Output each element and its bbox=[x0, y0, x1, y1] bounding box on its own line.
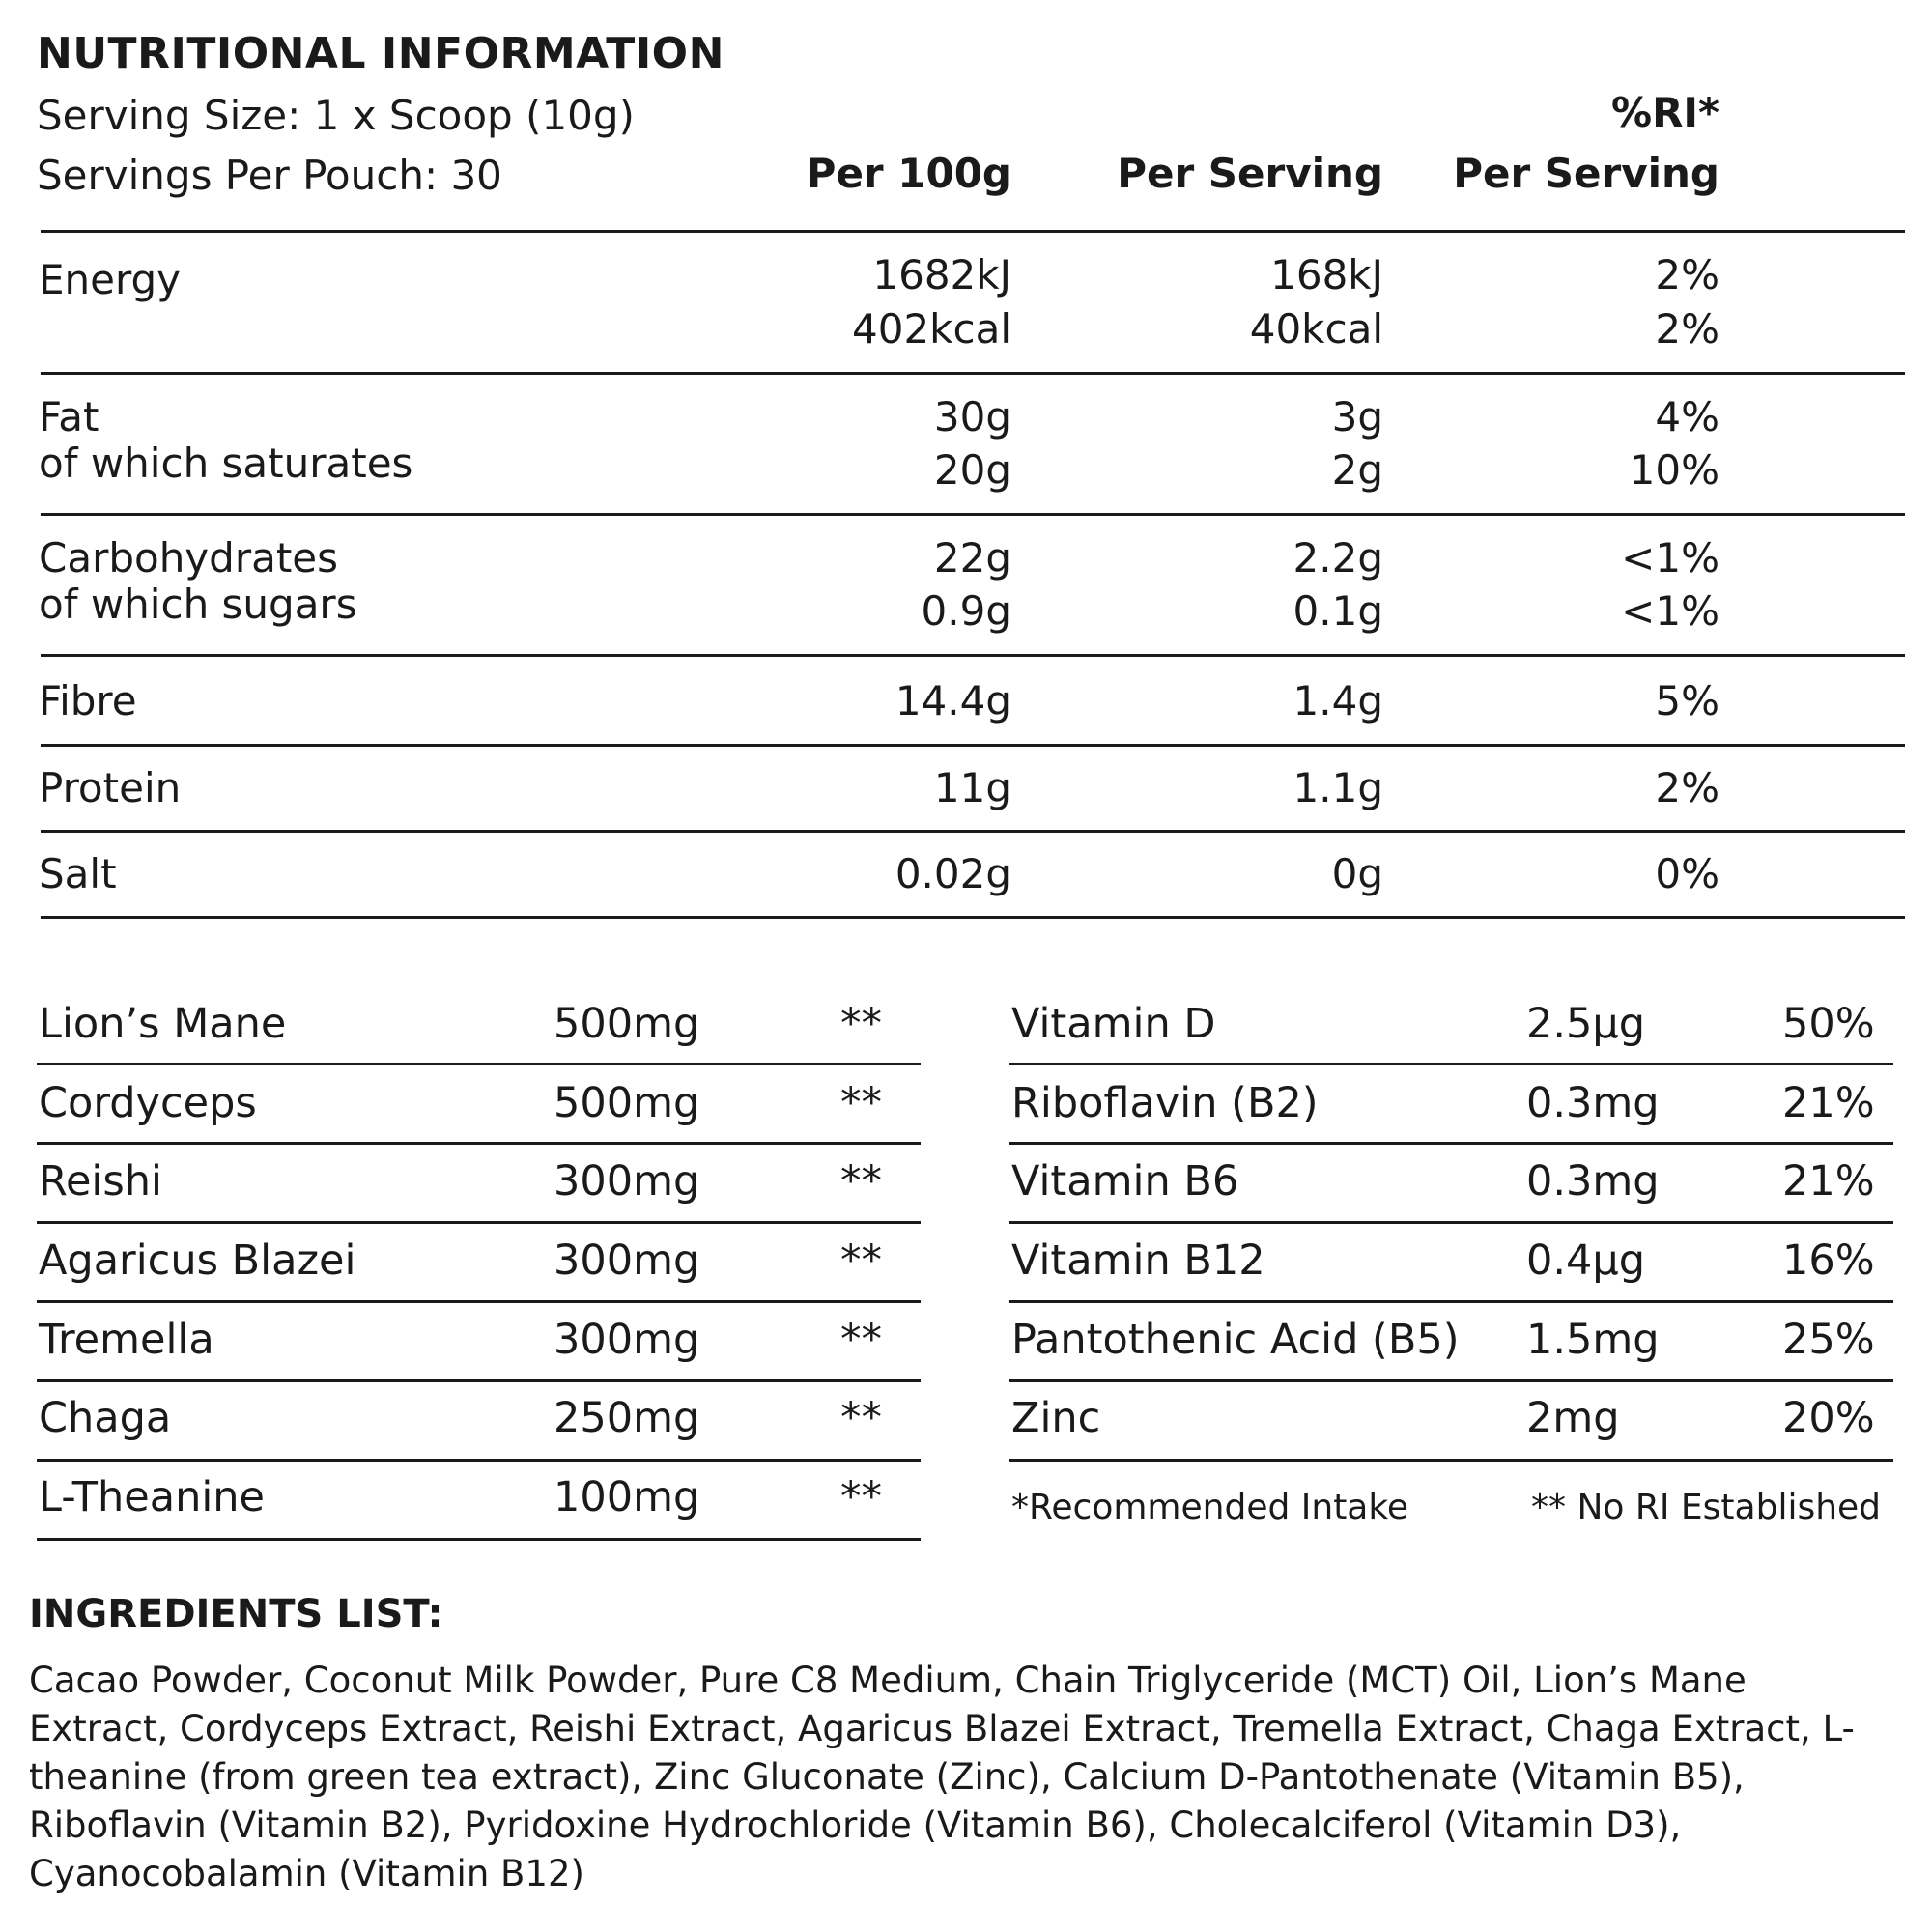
extract-amount: 500mg bbox=[554, 1079, 700, 1127]
table-rule bbox=[41, 744, 1905, 747]
ingredients-heading: INGREDIENTS LIST: bbox=[29, 1592, 443, 1636]
sugars-ri: <1% bbox=[1621, 587, 1719, 635]
carbohydrates-ri: <1% bbox=[1621, 534, 1719, 582]
extracts-rule bbox=[37, 1142, 921, 1145]
extracts-rule bbox=[37, 1063, 921, 1065]
vitamin-amount: 2.5µg bbox=[1526, 1000, 1646, 1048]
extract-amount: 300mg bbox=[554, 1157, 700, 1206]
vitamin-amount: 0.3mg bbox=[1526, 1079, 1660, 1127]
vitamin-name: Vitamin B6 bbox=[1011, 1157, 1239, 1206]
saturates-ri: 10% bbox=[1629, 446, 1719, 494]
energy-kcal-per-100g: 402kcal bbox=[852, 305, 1011, 353]
page-title: NUTRITIONAL INFORMATION bbox=[37, 29, 724, 78]
salt-ri: 0% bbox=[1655, 850, 1719, 897]
vitamin-amount: 2mg bbox=[1526, 1394, 1620, 1442]
extract-ri: ** bbox=[840, 1236, 882, 1285]
extracts-rule bbox=[37, 1538, 921, 1541]
fibre-per-100g: 14.4g bbox=[895, 677, 1011, 724]
fat-ri: 4% bbox=[1655, 393, 1719, 440]
vitamin-ri: 20% bbox=[1782, 1394, 1875, 1442]
extract-name: Chaga bbox=[39, 1394, 172, 1442]
extract-name: Lion’s Mane bbox=[39, 1000, 287, 1048]
column-header-ri-per-serving: Per Serving bbox=[1453, 150, 1719, 197]
extract-name: Tremella bbox=[39, 1316, 214, 1364]
energy-kcal-ri: 2% bbox=[1655, 305, 1719, 353]
vitamin-ri: 21% bbox=[1782, 1157, 1875, 1206]
vitamins-rule bbox=[1009, 1300, 1893, 1303]
protein-per-100g: 11g bbox=[933, 764, 1011, 811]
vitamins-rule bbox=[1009, 1379, 1893, 1382]
extract-ri: ** bbox=[840, 1473, 882, 1521]
vitamins-rule bbox=[1009, 1142, 1893, 1145]
carbohydrates-per-100g: 22g bbox=[933, 534, 1011, 582]
nutrient-label-carbohydrates: Carbohydrates bbox=[39, 534, 339, 582]
nutrient-label-salt: Salt bbox=[39, 850, 117, 897]
footnote-no-ri: ** No RI Established bbox=[1531, 1488, 1882, 1527]
table-rule bbox=[41, 916, 1905, 919]
column-header-per-serving: Per Serving bbox=[1117, 150, 1383, 197]
fibre-per-serving: 1.4g bbox=[1293, 677, 1383, 724]
ri-header: %RI* bbox=[1610, 89, 1719, 136]
energy-kj-ri: 2% bbox=[1655, 251, 1719, 298]
footnote-recommended-intake: *Recommended Intake bbox=[1011, 1488, 1409, 1527]
extracts-rule bbox=[37, 1459, 921, 1462]
vitamin-ri: 21% bbox=[1782, 1079, 1875, 1127]
nutrient-label-protein: Protein bbox=[39, 764, 182, 811]
saturates-per-100g: 20g bbox=[933, 446, 1011, 494]
vitamin-amount: 0.4µg bbox=[1526, 1236, 1646, 1285]
extract-name: L-Theanine bbox=[39, 1473, 266, 1521]
saturates-per-serving: 2g bbox=[1331, 446, 1383, 494]
extract-ri: ** bbox=[840, 1000, 882, 1048]
extract-name: Cordyceps bbox=[39, 1079, 257, 1127]
sugars-per-serving: 0.1g bbox=[1293, 587, 1383, 635]
fat-per-serving: 3g bbox=[1331, 393, 1383, 440]
protein-per-serving: 1.1g bbox=[1293, 764, 1383, 811]
extract-amount: 100mg bbox=[554, 1473, 700, 1521]
vitamin-name: Pantothenic Acid (B5) bbox=[1011, 1316, 1460, 1364]
fat-per-100g: 30g bbox=[933, 393, 1011, 440]
extracts-rule bbox=[37, 1300, 921, 1303]
table-rule bbox=[41, 372, 1905, 375]
nutrient-label-fat: Fat bbox=[39, 393, 99, 440]
extract-amount: 250mg bbox=[554, 1394, 700, 1442]
vitamins-rule bbox=[1009, 1063, 1893, 1065]
extract-amount: 300mg bbox=[554, 1236, 700, 1285]
nutrient-label-saturates: of which saturates bbox=[39, 440, 413, 487]
energy-kcal-per-serving: 40kcal bbox=[1249, 305, 1383, 353]
vitamin-amount: 1.5mg bbox=[1526, 1316, 1660, 1364]
vitamin-name: Riboflavin (B2) bbox=[1011, 1079, 1319, 1127]
vitamins-rule bbox=[1009, 1221, 1893, 1224]
extract-ri: ** bbox=[840, 1316, 882, 1364]
nutrient-label-energy: Energy bbox=[39, 256, 182, 303]
energy-kj-per-serving: 168kJ bbox=[1270, 251, 1383, 298]
table-rule bbox=[41, 830, 1905, 833]
extract-ri: ** bbox=[840, 1157, 882, 1206]
salt-per-serving: 0g bbox=[1331, 850, 1383, 897]
vitamin-ri: 25% bbox=[1782, 1316, 1875, 1364]
extract-ri: ** bbox=[840, 1394, 882, 1442]
nutrient-label-sugars: of which sugars bbox=[39, 581, 357, 628]
vitamins-rule bbox=[1009, 1459, 1893, 1462]
sugars-per-100g: 0.9g bbox=[921, 587, 1011, 635]
table-rule bbox=[41, 513, 1905, 516]
table-rule bbox=[41, 654, 1905, 657]
serving-size: Serving Size: 1 x Scoop (10g) bbox=[37, 92, 635, 139]
extract-name: Reishi bbox=[39, 1157, 162, 1206]
fibre-ri: 5% bbox=[1655, 677, 1719, 724]
vitamin-ri: 50% bbox=[1782, 1000, 1875, 1048]
carbohydrates-per-serving: 2.2g bbox=[1293, 534, 1383, 582]
ingredients-text: Cacao Powder, Coconut Milk Powder, Pure C8 Medium, Chain Triglyceride (MCT) Oil, Lion’s Mane Extract, Cordyceps Extract, Reishi Extract, Agaricus Blazei Extract, Tremella Extract, Chaga Extract, L-theanine (from green tea extract), Zinc Gluconate (Zinc), Calcium D-Pantothenate (Vitamin B5), Riboflavin (Vitamin B2), Pyridoxine Hydrochloride (Vitamin B6), Cholecalciferol (Vitamin D3), Cyanocobalamin (Vitamin B12) bbox=[29, 1660, 1855, 1894]
vitamin-ri: 16% bbox=[1782, 1236, 1875, 1285]
extract-amount: 300mg bbox=[554, 1316, 700, 1364]
vitamin-amount: 0.3mg bbox=[1526, 1157, 1660, 1206]
extract-ri: ** bbox=[840, 1079, 882, 1127]
energy-kj-per-100g: 1682kJ bbox=[872, 251, 1011, 298]
protein-ri: 2% bbox=[1655, 764, 1719, 811]
salt-per-100g: 0.02g bbox=[895, 850, 1011, 897]
vitamin-name: Vitamin B12 bbox=[1011, 1236, 1265, 1285]
vitamin-name: Zinc bbox=[1011, 1394, 1101, 1442]
vitamin-name: Vitamin D bbox=[1011, 1000, 1216, 1048]
servings-per-pouch: Servings Per Pouch: 30 bbox=[37, 152, 502, 199]
extracts-rule bbox=[37, 1221, 921, 1224]
extract-amount: 500mg bbox=[554, 1000, 700, 1048]
extracts-rule bbox=[37, 1379, 921, 1382]
table-rule bbox=[41, 230, 1905, 233]
extract-name: Agaricus Blazei bbox=[39, 1236, 356, 1285]
column-header-per-100g: Per 100g bbox=[806, 150, 1011, 197]
nutrient-label-fibre: Fibre bbox=[39, 677, 137, 724]
